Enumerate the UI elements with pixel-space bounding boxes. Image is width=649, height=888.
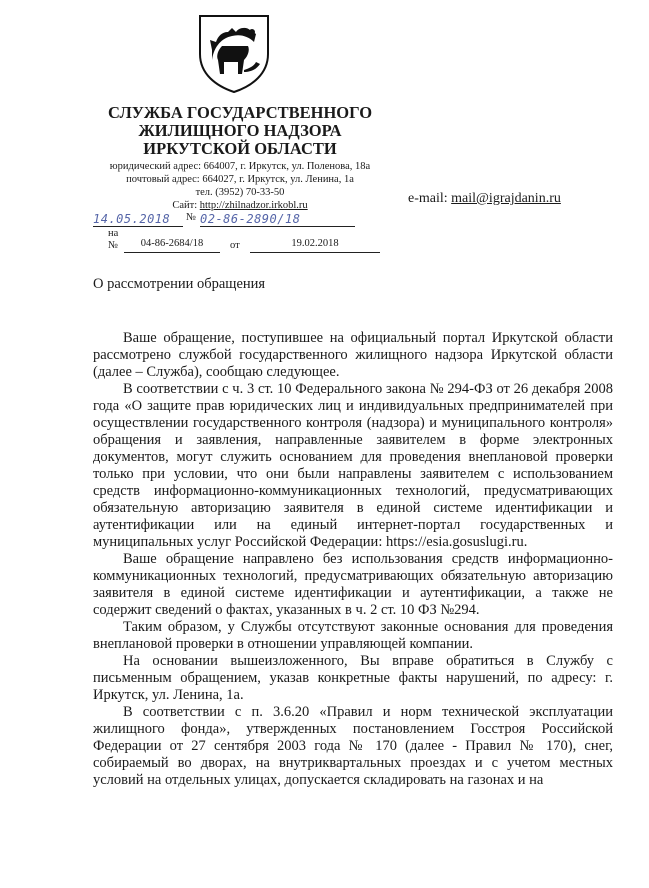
body-paragraph-4: Таким образом, у Службы отсутствуют законные основания для проведения внеплановой проверки в отношении управляющей компании. bbox=[93, 619, 613, 652]
body-paragraph-2: В соответствии с ч. 3 ст. 10 Федерального закона № 294-ФЗ от 26 декабря 2008 года «О защите прав юридических лиц и индивидуальных предпринимателей при осуществлении государственного контроля (надзора) и муниципального контроля» обращения и заявления, направленные заявителем в форме электронных документов, могут служить основанием для проведения внеплановой проверки только при условии, что они были направлены заявителем с использованием средств информационно-коммуникационных технологий, предусматривающих обязательную авторизацию заявителя в единой системе идентификации и аутентификации или на единый интернет-портал государственных и муниципальных услуг Российской Федерации: https://esia.gosuslugi.ru. bbox=[93, 381, 613, 550]
ref-date: 19.02.2018 bbox=[250, 238, 380, 253]
body-paragraph-3: Ваше обращение направлено без использования средств информационно-коммуникационных технологий, предусматривающих обязательную авторизацию заявителя в единой системе идентификации и аутентификации, а также не содержит сведений о фактах, указанных в ч. 2 ст. 10 ФЗ №294. bbox=[93, 551, 613, 618]
email-link[interactable]: mail@igrajdanin.ru bbox=[451, 191, 561, 206]
legal-address: юридический адрес: 664007, г. Иркутск, ул. Поленова, 18а bbox=[109, 161, 371, 172]
reg-number-label: № bbox=[186, 212, 197, 223]
letter-body bbox=[93, 330, 613, 789]
ot-label: от bbox=[230, 240, 240, 251]
body-paragraph-6: В соответствии с п. 3.6.20 «Правил и норм технической эксплуатации жилищного фонда», утвержденных постановлением Госстроя Российской Федерации от 27 сентября 2003 года № 170 (далее - Правил № 170), снег, собираемый во дворах, на внутриквартальных проездах и с учетом местных условий на отдельных улицах, допускается складировать на газонах и на bbox=[93, 704, 613, 788]
reg-date-handwritten: 14.05.2018 bbox=[93, 212, 171, 226]
email-line bbox=[408, 191, 561, 207]
ref-no-label: № bbox=[108, 240, 119, 251]
reg-number-field bbox=[200, 210, 355, 227]
subject-heading: О рассмотрении обращения bbox=[93, 276, 266, 292]
body-paragraph-5: На основании вышеизложенного, Вы вправе обратиться в Службу с письменным обращением, указав конкретные факты нарушений, по адресу: г. Иркутск, ул. Ленина, 1а. bbox=[93, 653, 613, 703]
site-label: Сайт: bbox=[172, 200, 198, 211]
org-name-line2: ЖИЛИЩНОГО НАДЗОРА bbox=[138, 121, 342, 140]
org-name-line3: ИРКУТСКОЙ ОБЛАСТИ bbox=[143, 139, 337, 158]
phone: тел. (3952) 70-33-50 bbox=[195, 187, 285, 198]
ref-number: 04-86-2684/18 bbox=[124, 238, 220, 253]
reg-date-field bbox=[93, 210, 183, 227]
site-link[interactable]: http://zhilnadzor.irkobl.ru bbox=[199, 200, 308, 211]
postal-address: почтовый адрес: 664027, г. Иркутск, ул. Ленина, 1а bbox=[126, 174, 354, 185]
email-label: e-mail: bbox=[408, 191, 448, 206]
coat-of-arms-emblem bbox=[192, 10, 276, 94]
na-label: на bbox=[108, 228, 119, 239]
org-name-line1: СЛУЖБА ГОСУДАРСТВЕННОГО bbox=[107, 103, 373, 122]
reg-number-handwritten: 02-86-2890/18 bbox=[200, 212, 301, 226]
body-paragraph-1: Ваше обращение, поступившее на официальный портал Иркутской области рассмотрено службой государственного жилищного надзора Иркутской области (далее – Служба), сообщаю следующее. bbox=[93, 330, 613, 380]
